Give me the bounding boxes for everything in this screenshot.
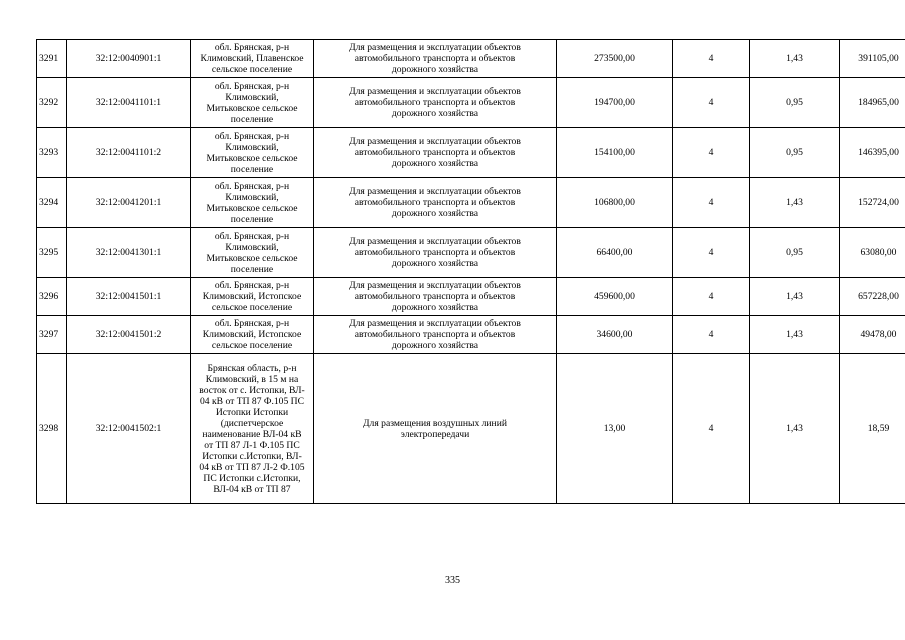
category-cell: 4 [673, 78, 750, 128]
coefficient-cell: 0,95 [750, 228, 840, 278]
coefficient-cell: 1,43 [750, 354, 840, 504]
category-cell: 4 [673, 278, 750, 316]
address-cell: обл. Брянская, р-н Климовский, Митьковское сельское поселение [191, 178, 314, 228]
address-cell: обл. Брянская, р-н Климовский, Митьковское сельское поселение [191, 128, 314, 178]
area-cell: 66400,00 [557, 228, 673, 278]
purpose-cell: Для размещения и эксплуатации объектов автомобильного транспорта и объектов дорожного хозяйства [314, 228, 557, 278]
total-cell: 152724,00 [840, 178, 905, 228]
address-cell: Брянская область, р-н Климовский, в 15 м на восток от с. Истопки, ВЛ- 04 кВ от ТП 87 Ф.105 ПС Истопки Истопки (диспетчерское наименование ВЛ-04 кВ от ТП 87 Л-1 Ф.105 ПС Истопки с.Истопки, ВЛ- 04 кВ от ТП 87 Л-2 Ф.105 ПС Истопки с.Истопки, ВЛ-04 кВ от ТП 87 [191, 354, 314, 504]
total-cell: 391105,00 [840, 40, 905, 78]
table-row [37, 78, 905, 128]
area-cell: 13,00 [557, 354, 673, 504]
table-row [37, 316, 905, 354]
cadastral-number: 32:12:0041301:1 [67, 228, 191, 278]
row-number: 3294 [37, 178, 67, 228]
page-number: 335 [445, 575, 460, 586]
cadastral-number: 32:12:0041501:1 [67, 278, 191, 316]
coefficient-cell: 1,43 [750, 316, 840, 354]
area-cell: 459600,00 [557, 278, 673, 316]
purpose-cell: Для размещения и эксплуатации объектов автомобильного транспорта и объектов дорожного хозяйства [314, 178, 557, 228]
cadastral-number: 32:12:0041101:1 [67, 78, 191, 128]
cadastral-number: 32:12:0040901:1 [67, 40, 191, 78]
coefficient-cell: 1,43 [750, 40, 840, 78]
table-row [37, 128, 905, 178]
category-cell: 4 [673, 228, 750, 278]
table-row [37, 278, 905, 316]
row-number: 3292 [37, 78, 67, 128]
area-cell: 34600,00 [557, 316, 673, 354]
total-cell: 184965,00 [840, 78, 905, 128]
table-row [37, 178, 905, 228]
purpose-cell: Для размещения и эксплуатации объектов автомобильного транспорта и объектов дорожного хозяйства [314, 278, 557, 316]
address-cell: обл. Брянская, р-н Климовский, Плавенское сельское поселение [191, 40, 314, 78]
table-row [37, 228, 905, 278]
coefficient-cell: 0,95 [750, 78, 840, 128]
total-cell: 18,59 [840, 354, 905, 504]
purpose-cell: Для размещения воздушных линий электропередачи [314, 354, 557, 504]
coefficient-cell: 1,43 [750, 178, 840, 228]
cadastral-number: 32:12:0041502:1 [67, 354, 191, 504]
address-cell: обл. Брянская, р-н Климовский, Истопское сельское поселение [191, 278, 314, 316]
row-number: 3297 [37, 316, 67, 354]
cadastral-number: 32:12:0041501:2 [67, 316, 191, 354]
total-cell: 63080,00 [840, 228, 905, 278]
category-cell: 4 [673, 128, 750, 178]
area-cell: 194700,00 [557, 78, 673, 128]
address-cell: обл. Брянская, р-н Климовский, Митьковское сельское поселение [191, 78, 314, 128]
cadastral-number: 32:12:0041101:2 [67, 128, 191, 178]
purpose-cell: Для размещения и эксплуатации объектов автомобильного транспорта и объектов дорожного хозяйства [314, 40, 557, 78]
coefficient-cell: 1,43 [750, 278, 840, 316]
row-number: 3296 [37, 278, 67, 316]
purpose-cell: Для размещения и эксплуатации объектов автомобильного транспорта и объектов дорожного хозяйства [314, 316, 557, 354]
total-cell: 657228,00 [840, 278, 905, 316]
table-row [37, 354, 905, 504]
registry-table [36, 39, 905, 504]
category-cell: 4 [673, 40, 750, 78]
area-cell: 273500,00 [557, 40, 673, 78]
purpose-cell: Для размещения и эксплуатации объектов автомобильного транспорта и объектов дорожного хозяйства [314, 128, 557, 178]
area-cell: 106800,00 [557, 178, 673, 228]
category-cell: 4 [673, 354, 750, 504]
area-cell: 154100,00 [557, 128, 673, 178]
coefficient-cell: 0,95 [750, 128, 840, 178]
cadastral-number: 32:12:0041201:1 [67, 178, 191, 228]
category-cell: 4 [673, 316, 750, 354]
row-number: 3293 [37, 128, 67, 178]
table-row [37, 40, 905, 78]
row-number: 3298 [37, 354, 67, 504]
total-cell: 49478,00 [840, 316, 905, 354]
purpose-cell: Для размещения и эксплуатации объектов автомобильного транспорта и объектов дорожного хозяйства [314, 78, 557, 128]
row-number: 3291 [37, 40, 67, 78]
category-cell: 4 [673, 178, 750, 228]
address-cell: обл. Брянская, р-н Климовский, Митьковское сельское поселение [191, 228, 314, 278]
row-number: 3295 [37, 228, 67, 278]
total-cell: 146395,00 [840, 128, 905, 178]
address-cell: обл. Брянская, р-н Климовский, Истопское сельское поселение [191, 316, 314, 354]
